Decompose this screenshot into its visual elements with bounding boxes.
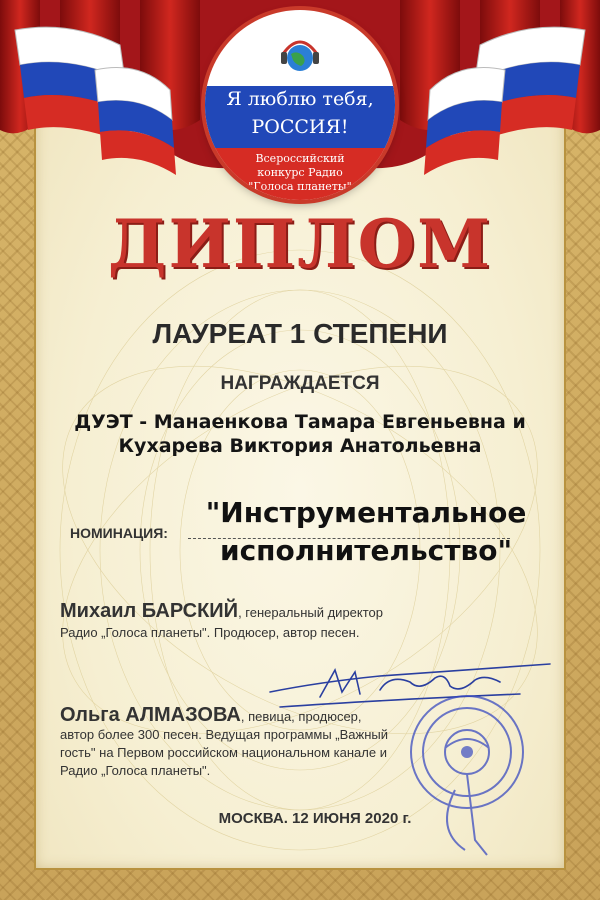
contest-line-1: Всероссийский [255,152,345,165]
contest-name [205,152,395,194]
slogan-line-2: РОССИЯ! [251,116,349,138]
signatory-director [60,600,540,640]
director-role: , генеральный директор [238,605,384,620]
contest-line-3: "Голоса планеты" [248,180,352,193]
slogan-line-1: Я люблю тебя, [226,88,374,110]
director-description: Радио „Голоса планеты". Продюсер, автор песен. [60,625,360,640]
issue-date: МОСКВА. 12 ИЮНЯ 2020 г. [218,810,412,827]
producer-role: , певица, продюсер, [240,709,362,724]
nomination-title: "Инструментальное исполнительство" [205,496,527,567]
nomination-label: НОМИНАЦИЯ: [70,525,168,541]
producer-name: Ольга АЛМАЗОВА [60,704,241,726]
signatory-producer [60,706,400,780]
contest-line-2: конкурс Радио [257,166,343,179]
awarded-label: НАГРАЖДАЕТСЯ [220,373,380,394]
contest-emblem [205,10,395,200]
director-name: Михаил БАРСКИЙ [60,600,239,622]
laureate-degree: ЛАУРЕАТ 1 СТЕПЕНИ [152,318,448,349]
round-seal-icon [395,690,540,860]
globe-headphones-icon [277,32,323,78]
producer-description: автор более 300 песен. Ведущая программы „Важный гость" на Первом российском национальном канале и Радио „Голоса планеты". [60,727,389,778]
recipient-names: ДУЭТ - Манаенкова Тамара Евгеньевна и Кухарева Виктория Анатольевна [74,411,526,457]
diploma-title: ДИПЛОМ [107,205,493,283]
